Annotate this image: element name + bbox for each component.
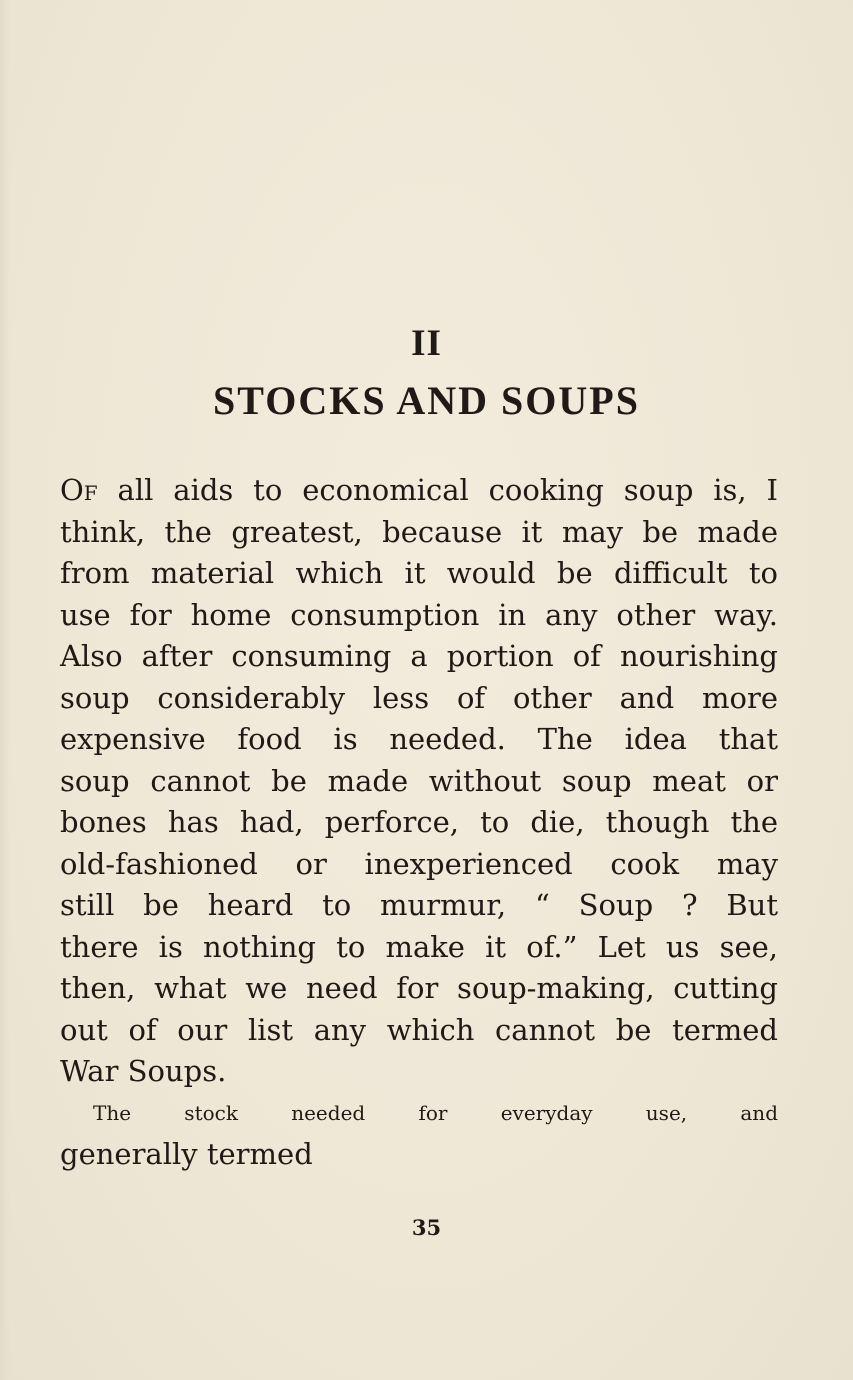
text-line: War Soups. xyxy=(60,1054,227,1088)
page-edge-shadow xyxy=(0,0,10,1380)
text-line: Of all aids to economical cooking soup is, I xyxy=(60,473,778,507)
text-line: soup considerably less of other and more xyxy=(60,680,778,715)
text-line: think, the greatest, because it may be made xyxy=(60,514,778,549)
text-line: from material which it would be difficult to xyxy=(60,556,778,590)
chapter-title: STOCKS AND SOUPS xyxy=(213,378,640,423)
text-line: The stock needed for everyday use, and xyxy=(93,1100,778,1125)
text-line: use for home consumption in any other way. xyxy=(60,597,778,632)
text-line: old-fashioned or inexperienced cook may xyxy=(60,846,778,881)
text-line: then, what we need for soup-making, cutting xyxy=(60,971,778,1005)
text-line: expensive food is needed. The idea that xyxy=(60,722,778,756)
text-line: there is nothing to make it of.” Let us see, xyxy=(60,929,778,964)
opening-word: Of xyxy=(60,473,98,507)
page-number: 35 xyxy=(411,1215,442,1240)
chapter-number: II xyxy=(411,323,442,364)
text-line: soup cannot be made without soup meat or xyxy=(60,763,778,798)
text-line: still be heard to murmur, “ Soup ? But xyxy=(60,888,778,922)
paragraph-2 xyxy=(60,1093,778,1176)
text-line: out of our list any which cannot be termed xyxy=(60,1012,778,1047)
chapter-body xyxy=(60,470,778,1176)
text-line: Also after consuming a portion of nourishing xyxy=(60,639,778,673)
text-line: bones has had, perforce, to die, though the xyxy=(60,805,778,839)
paragraph-1 xyxy=(60,470,778,1093)
text-line: generally termed xyxy=(60,1137,313,1171)
